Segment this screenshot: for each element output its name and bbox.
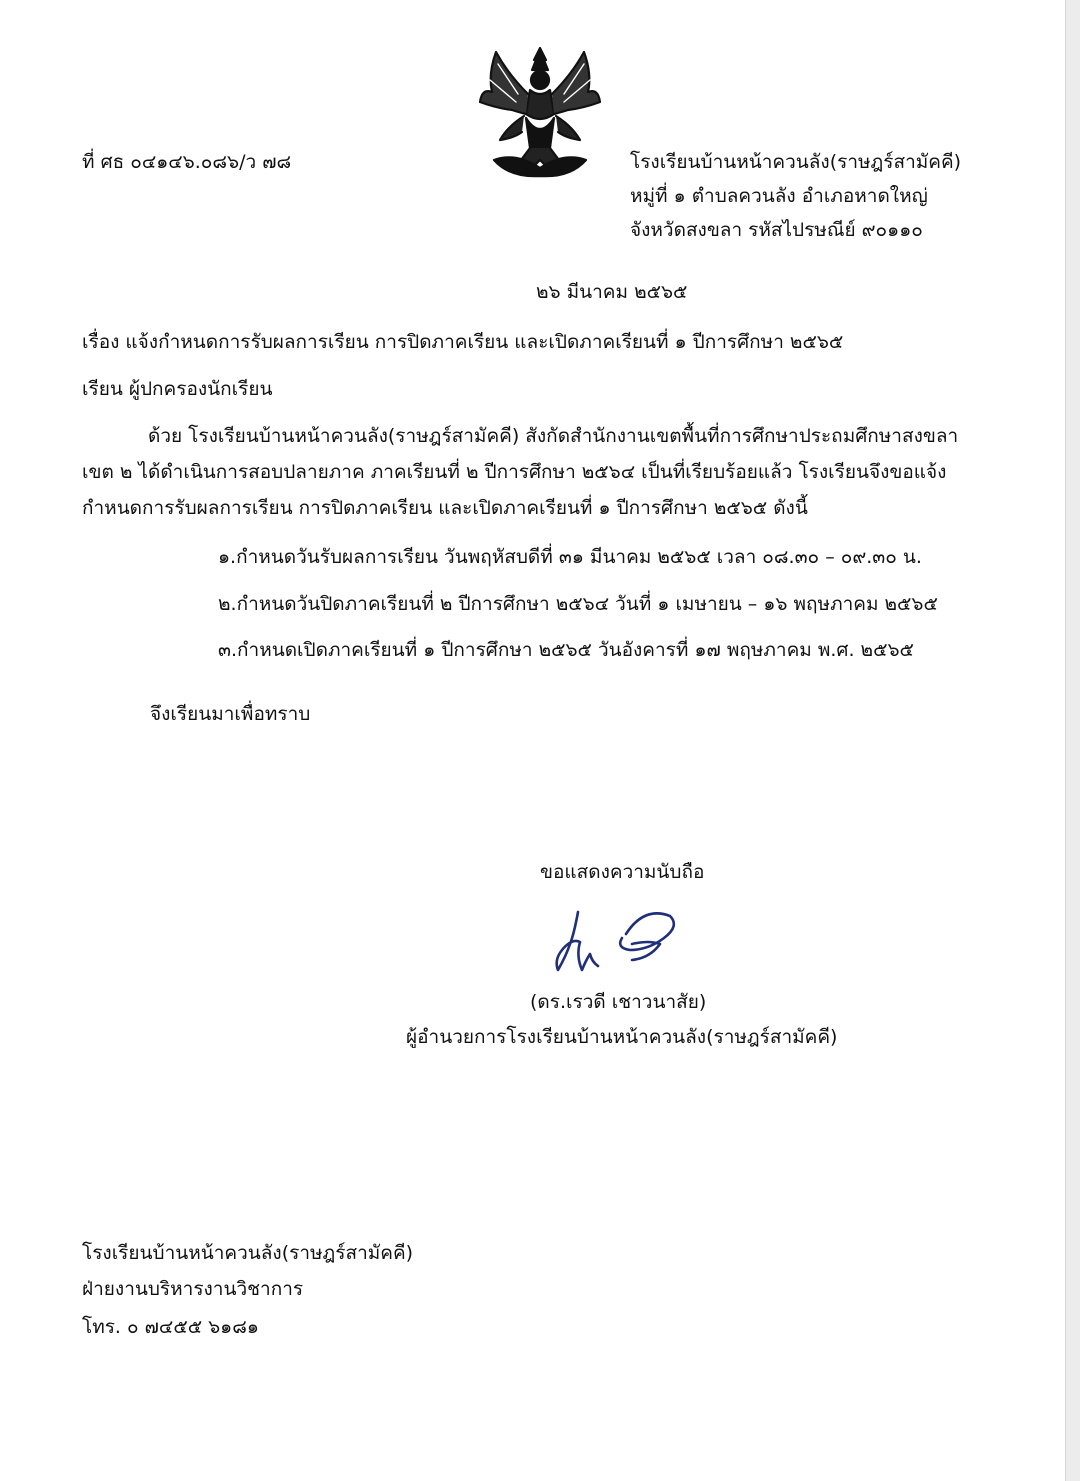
school-address-line2: จังหวัดสงขลา รหัสไปรษณีย์ ๙๐๑๑๐: [630, 219, 923, 241]
document-subject: เรื่อง แจ้งกำหนดการรับผลการเรียน การปิดภาคเรียน และเปิดภาคเรียนที่ ๑ ปีการศึกษา ๒๕๖๕: [82, 331, 844, 353]
body-line-2: เขต ๒ ได้ดำเนินการสอบปลายภาค ภาคเรียนที่ ๒ ปีการศึกษา ๒๕๖๔ เป็นที่เรียบร้อยแล้ว โรงเรียนจึงขอแจ้ง: [82, 461, 947, 483]
document-date: ๒๖ มีนาคม ๒๕๖๕: [536, 281, 688, 303]
regards-text: ขอแสดงความนับถือ: [540, 861, 705, 883]
body-line-1: ด้วย โรงเรียนบ้านหน้าควนลัง(ราษฎร์สามัคคี) สังกัดสำนักงานเขตพื้นที่การศึกษาประถมศึกษาสงขลา: [148, 425, 959, 447]
school-name: โรงเรียนบ้านหน้าควนลัง(ราษฎร์สามัคคี): [630, 151, 962, 173]
school-address-line1: หมู่ที่ ๑ ตำบลควนลัง อำเภอหาดใหญ่: [630, 185, 928, 207]
garuda-emblem-icon: [478, 44, 602, 182]
signer-position: ผู้อำนวยการโรงเรียนบ้านหน้าควนลัง(ราษฎร์สามัคคี): [406, 1026, 838, 1048]
schedule-item-1: ๑.กำหนดวันรับผลการเรียน วันพฤหัสบดีที่ ๓๑ มีนาคม ๒๕๖๕ เวลา ๐๘.๓๐ – ๐๙.๓๐ น.: [218, 546, 922, 568]
schedule-item-3: ๓.กำหนดเปิดภาคเรียนที่ ๑ ปีการศึกษา ๒๕๖๕ วันอังคารที่ ๑๗ พฤษภาคม พ.ศ. ๒๕๖๕: [218, 639, 914, 661]
schedule-item-2: ๒.กำหนดวันปิดภาคเรียนที่ ๒ ปีการศึกษา ๒๕๖๔ วันที่ ๑ เมษายน – ๑๖ พฤษภาคม ๒๕๖๕: [218, 593, 938, 615]
page-edge: [1065, 0, 1080, 1481]
body-line-3: กำหนดการรับผลการเรียน การปิดภาคเรียน และเปิดภาคเรียนที่ ๑ ปีการศึกษา ๒๕๖๕ ดังนี้: [82, 497, 808, 519]
signature-icon: [548, 904, 682, 978]
document-salutation: เรียน ผู้ปกครองนักเรียน: [82, 378, 273, 400]
closing-statement: จึงเรียนมาเพื่อทราบ: [150, 703, 311, 725]
signer-name: (ดร.เรวดี เชาวนาสัย): [530, 991, 707, 1013]
document-number: ที่ ศธ ๐๔๑๔๖.๐๘๖/ว ๗๘: [82, 151, 292, 173]
footer-phone: โทร. ๐ ๗๔๕๕ ๖๑๘๑: [82, 1316, 259, 1338]
footer-department: ฝ่ายงานบริหารงานวิชาการ: [82, 1278, 304, 1300]
footer-school: โรงเรียนบ้านหน้าควนลัง(ราษฎร์สามัคคี): [82, 1242, 414, 1264]
